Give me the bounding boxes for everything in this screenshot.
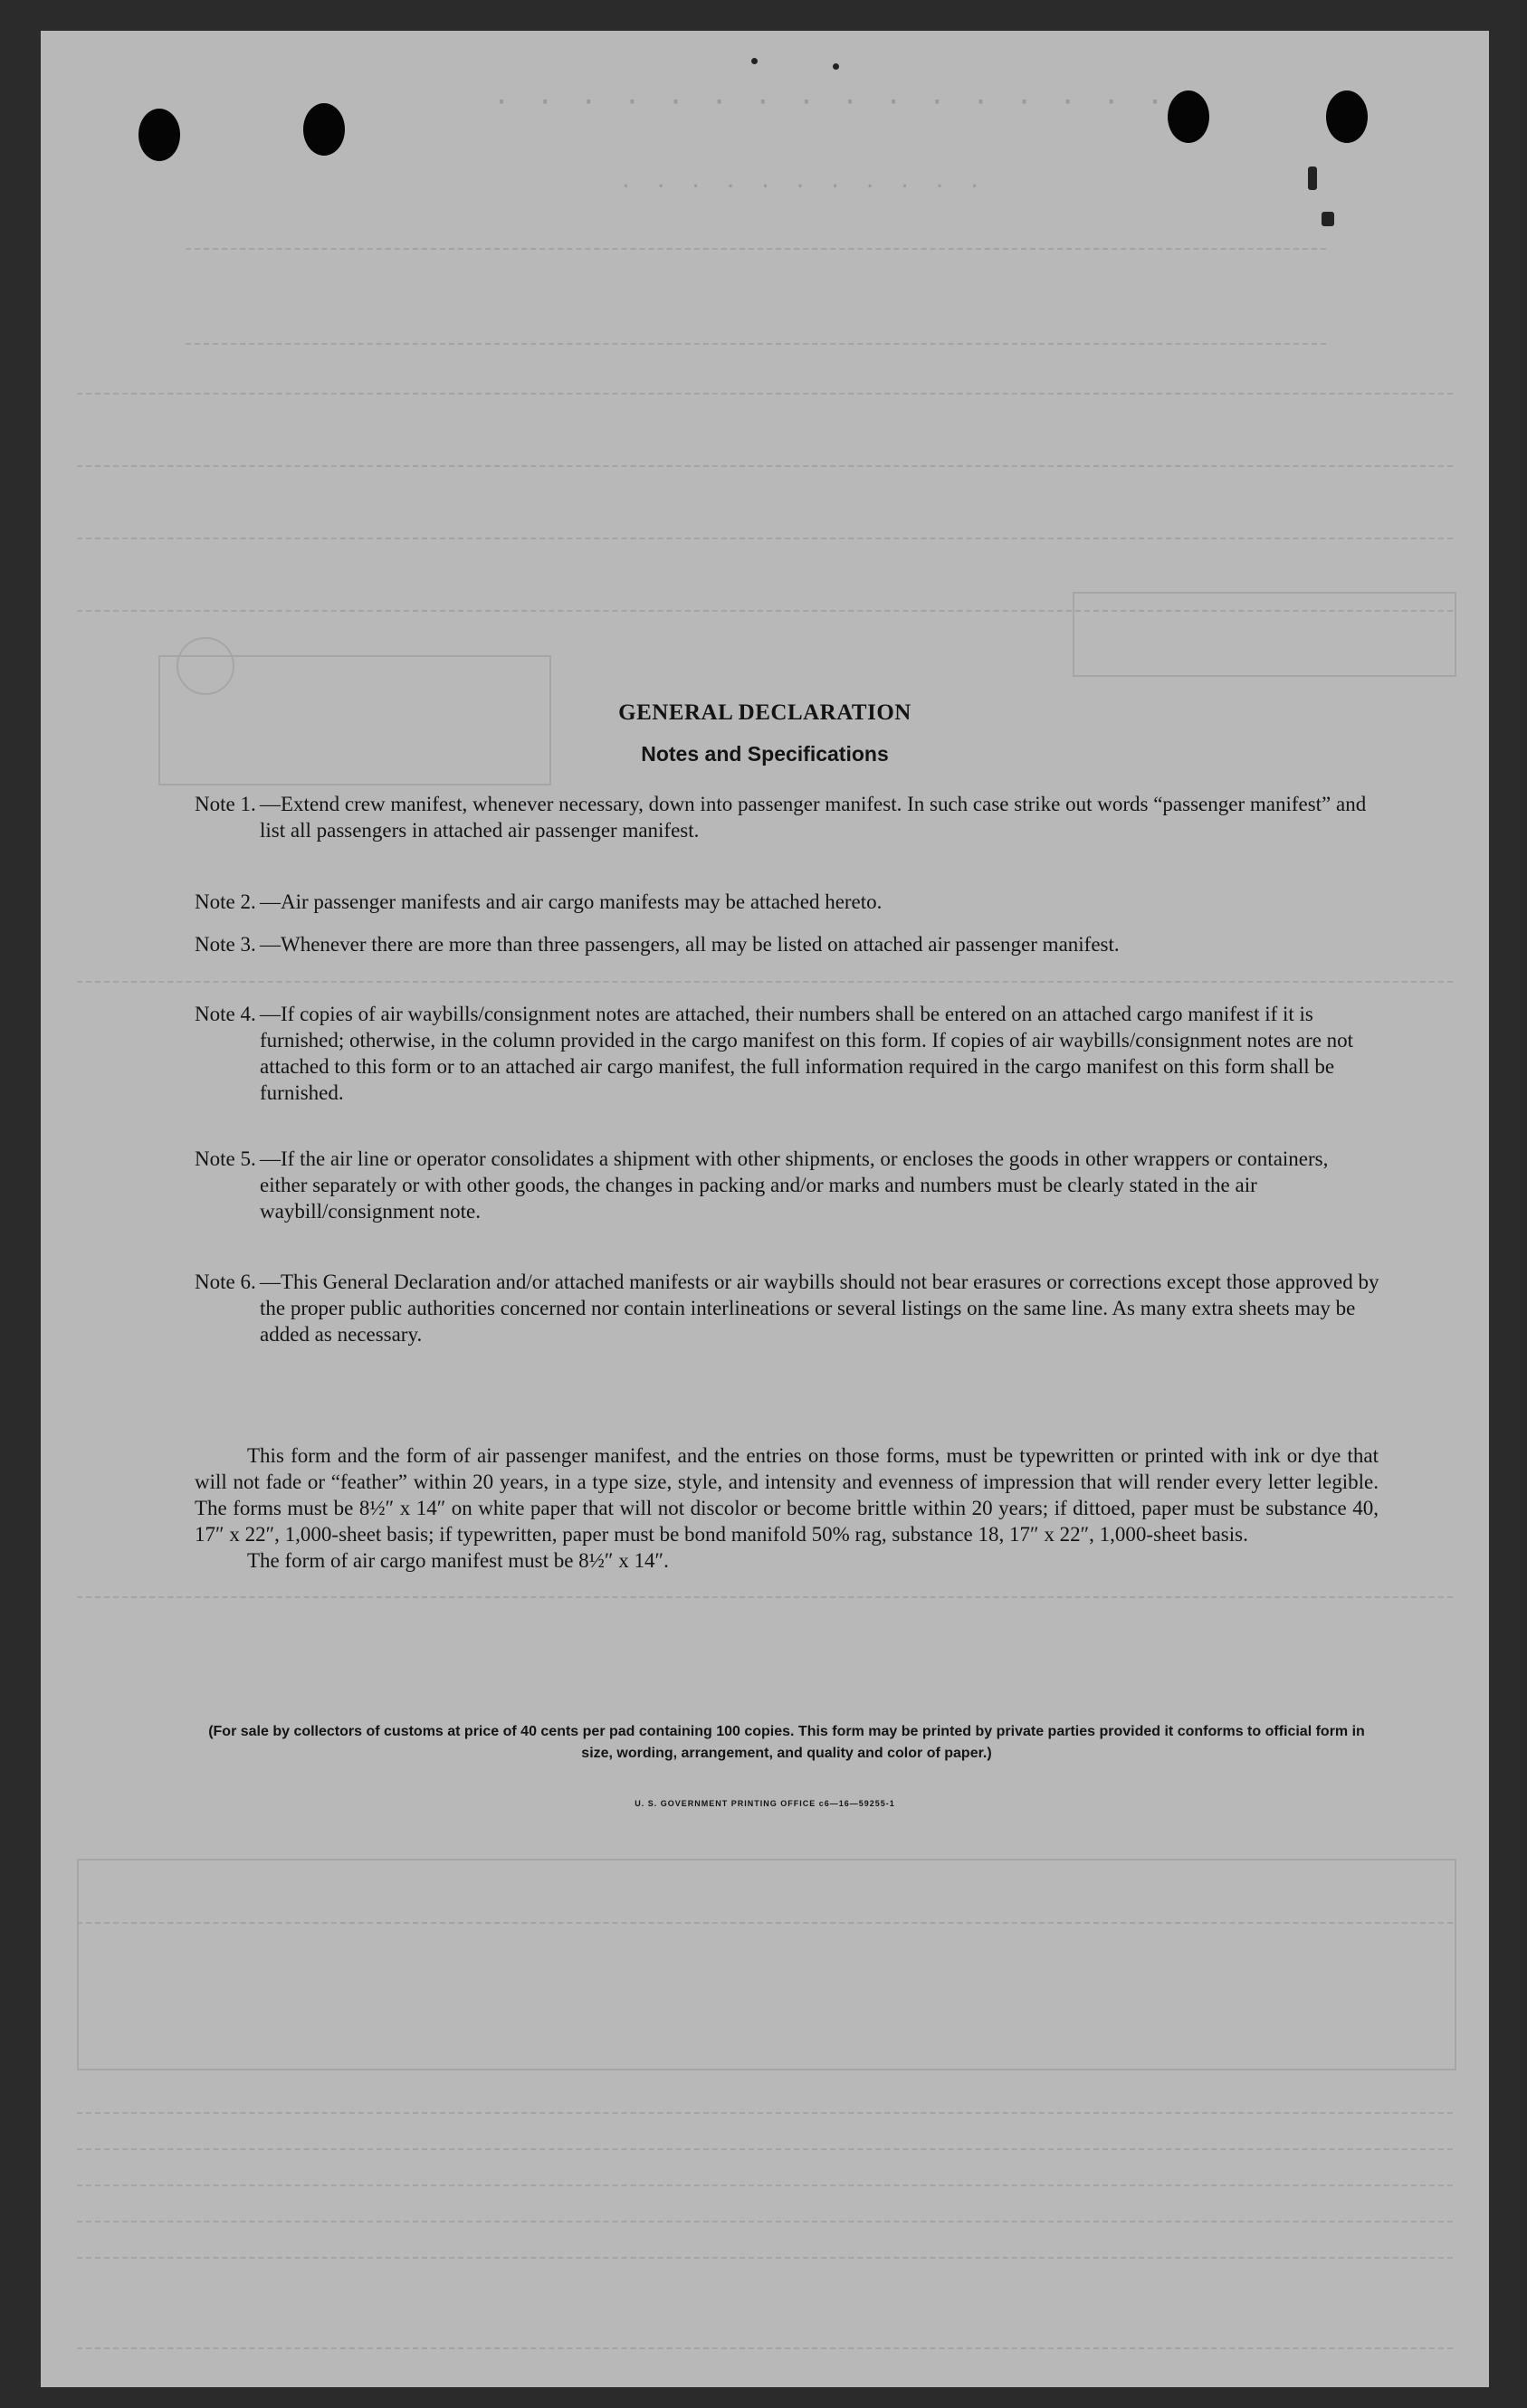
punch-hole [1168,90,1209,143]
note-label: Note 5. [195,1147,256,1170]
cargo-manifest-size-text: The form of air cargo manifest must be 8½″ x 14″. [247,1549,669,1572]
sale-note: (For sale by collectors of customs at price of 40 cents per pad containing 100 copies. This form may be printed by private parties provided it conforms to official form in size, wording, arrangement, and quality and color of paper.) [208,1724,1365,1761]
note-label: Note 3. [195,933,256,956]
note-text: —If the air line or operator consolidates a shipment with other shipments, or encloses the goods in other wrappers or containers, either separately or with other goods, the changes in packing and/or marks and numbers must be clearly stated in the air waybill/consignment note. [260,1147,1329,1223]
page-subtitle: Notes and Specifications [641,742,889,766]
punch-hole [303,103,345,156]
note-label: Note 4. [195,1003,256,1025]
document-page: · · · · · · · · · · · · · · · · · · · · · · · · · · · GENERAL DECLARATION Notes and Specifications Note 1. —Extend crew manifest, whenever necessary, down into passenger manifest. In such case strike out words “passenger manifest” and list all passengers in attached air passenger manifest. Note 2. —Air passenger manifests and air cargo manifests may be attached hereto. Note 3. —Whenever there are more than three passengers, all may be listed on attached air passenger manifest. Note 4. —If copies of air waybills/consignment notes are attached, their numbers shall be entered on an attached cargo manifest if it is furnished; otherwise, in the column provided in the cargo manifest on this form. If copies of air waybills/consignment notes are not attached to this form or to an attached air cargo manifest, the full information required in the cargo manifest on this form shall be furnished. Note 5. —If the air line or operator consolidates a shipment with other shipments, or encloses the goods in other wrappers or containers, either separately or with other goods, the changes in packing and/or marks and numbers must be clearly stated in the air waybill/consignment note. Note 6. —This General Declaration and/or attached manifests or air waybills should not bear erasures or corrections except those approved by the proper public authorities concerned nor contain interlineations or several listings on the same line. As many extra sheets may be added as necessary. This form and the form of air passenger manifest, and the entries on those forms, must be typewritten or printed with ink or dye that will not fade or “feather” within 20 years, in a type size, style, and intensity and evenness of impression that will render every letter legible. The forms must be 8½″ x 14″ on white paper that will not discolor or become brittle within 20 years; if dittoed, paper must be substance 40, 17″ x 22″, 1,000-sheet basis; if typewritten, paper must be bond manifold 50% rag, substance 18, 17″ x 22″, 1,000-sheet basis. The form of air cargo manifest must be 8½″ x 14″. (For sale by collectors of customs at price of 40 cents per pad containing 100 copies. This form may be printed by private parties provided it conforms to official form in size, wording, arrangement, and quality and color of paper.) U. S. GOVERNMENT PRINTING OFFICE c6—16—59255-1 [41,31,1489,2387]
ink-mark [1322,212,1334,226]
punch-hole [1326,90,1368,143]
printing-office-line: U. S. GOVERNMENT PRINTING OFFICE c6—16—59255-1 [635,1799,895,1808]
note-label: Note 1. [195,793,256,815]
note-text: —This General Declaration and/or attached manifests or air waybills should not bear erasures or corrections except those approved by the proper public authorities concerned nor contain interlineations or several listings on the same line. As many extra sheets may be added as necessary. [260,1271,1379,1346]
note-text: —Air passenger manifests and air cargo manifests may be attached hereto. [260,890,883,913]
ink-mark [833,63,839,70]
note-text: —Extend crew manifest, whenever necessary, down into passenger manifest. In such case strike out words “passenger manifest” and list all passengers in attached air passenger manifest. [260,793,1367,842]
note-label: Note 6. [195,1271,256,1293]
ink-mark [1308,167,1317,190]
specification-text: This form and the form of air passenger manifest, and the entries on those forms, must be typewritten or printed with ink or dye that will not fade or “feather” within 20 years, in a type size, style, and intensity and evenness of impression that will render every letter legible. The forms must be 8½″ x 14″ on white paper that will not discolor or become brittle within 20 years; if dittoed, paper must be substance 40, 17″ x 22″, 1,000-sheet basis; if typewritten, paper must be bond manifold 50% rag, substance 18, 17″ x 22″, 1,000-sheet basis. [195,1444,1379,1546]
punch-hole [138,109,180,161]
form-specification-paragraph [195,1442,1379,1574]
page-title: GENERAL DECLARATION [618,700,911,725]
note-text: —If copies of air waybills/consignment notes are attached, their numbers shall be entered on an attached cargo manifest if it is furnished; otherwise, in the column provided in the cargo manifest on this form. If copies of air waybills/consignment notes are not attached to this form or to an attached air cargo manifest, the full information required in the cargo manifest on this form shall be furnished. [260,1003,1354,1104]
note-label: Note 2. [195,890,256,913]
note-text: —Whenever there are more than three passengers, all may be listed on attached air passenger manifest. [260,933,1120,956]
ink-mark [751,58,758,64]
